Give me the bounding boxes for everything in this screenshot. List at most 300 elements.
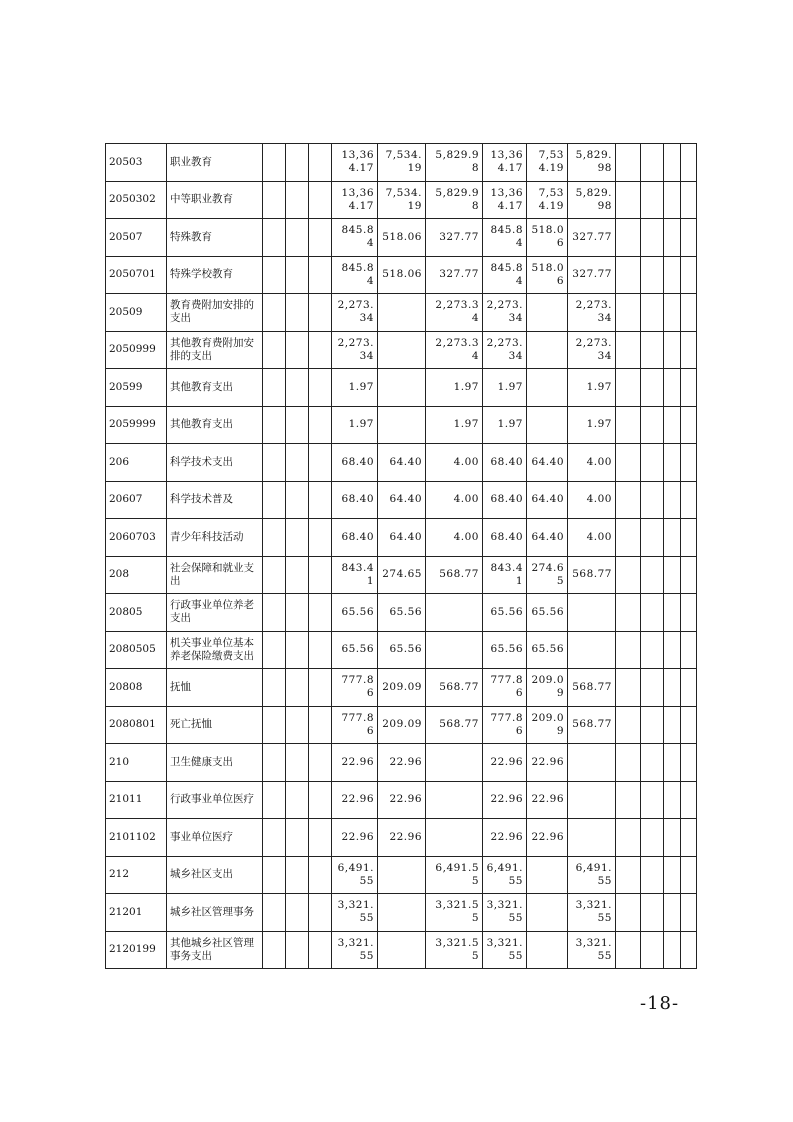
cell-total: 1.97 [332, 406, 378, 444]
cell-blank [309, 631, 332, 669]
cell-blank [681, 556, 697, 594]
cell-blank [664, 444, 681, 482]
cell-basic-2: 22.96 [527, 744, 568, 782]
cell-blank [309, 219, 332, 257]
cell-blank [641, 706, 664, 744]
cell-basic: 7,534.19 [378, 181, 426, 219]
cell-blank [616, 744, 641, 782]
cell-basic: 64.40 [378, 481, 426, 519]
cell-blank [681, 856, 697, 894]
cell-total: 68.40 [332, 444, 378, 482]
cell-project-2: 327.77 [568, 256, 616, 294]
cell-blank [263, 781, 286, 819]
cell-blank [681, 294, 697, 332]
cell-project-2: 2,273.34 [568, 331, 616, 369]
cell-blank [641, 444, 664, 482]
cell-blank [309, 931, 332, 969]
cell-blank [263, 331, 286, 369]
cell-total-2: 3,321.55 [483, 894, 527, 932]
cell-blank [616, 894, 641, 932]
cell-basic-2: 64.40 [527, 519, 568, 557]
cell-code: 2050302 [106, 181, 167, 219]
cell-blank [664, 819, 681, 857]
cell-code: 2080801 [106, 706, 167, 744]
cell-blank [681, 219, 697, 257]
cell-blank [641, 744, 664, 782]
cell-project-2 [568, 819, 616, 857]
cell-blank [641, 631, 664, 669]
cell-project: 3,321.55 [426, 894, 483, 932]
cell-blank [681, 594, 697, 632]
cell-project: 2,273.34 [426, 331, 483, 369]
cell-code: 20805 [106, 594, 167, 632]
cell-blank [286, 594, 309, 632]
cell-blank [616, 931, 641, 969]
cell-basic-2 [527, 369, 568, 407]
cell-total-2: 22.96 [483, 744, 527, 782]
cell-name: 行政事业单位养老支出 [167, 594, 263, 632]
cell-code: 206 [106, 444, 167, 482]
table-row [106, 706, 697, 744]
cell-name: 特殊教育 [167, 219, 263, 257]
cell-project-2: 6,491.55 [568, 856, 616, 894]
cell-blank [263, 594, 286, 632]
cell-name: 城乡社区支出 [167, 856, 263, 894]
cell-blank [616, 819, 641, 857]
cell-total-2: 65.56 [483, 631, 527, 669]
cell-blank [641, 406, 664, 444]
cell-project-2: 1.97 [568, 406, 616, 444]
cell-blank [286, 294, 309, 332]
cell-blank [309, 894, 332, 932]
cell-code: 2120199 [106, 931, 167, 969]
cell-blank [286, 556, 309, 594]
cell-blank [263, 444, 286, 482]
cell-blank [641, 594, 664, 632]
cell-blank [616, 481, 641, 519]
table-row [106, 294, 697, 332]
cell-blank [664, 181, 681, 219]
cell-blank [681, 819, 697, 857]
cell-blank [309, 819, 332, 857]
cell-blank [286, 219, 309, 257]
cell-basic: 65.56 [378, 594, 426, 632]
cell-total-2: 3,321.55 [483, 931, 527, 969]
cell-total-2: 843.41 [483, 556, 527, 594]
cell-blank [263, 706, 286, 744]
cell-blank [681, 631, 697, 669]
cell-name: 教育费附加安排的支出 [167, 294, 263, 332]
cell-name: 事业单位医疗 [167, 819, 263, 857]
cell-project: 1.97 [426, 369, 483, 407]
cell-project-2: 568.77 [568, 556, 616, 594]
cell-project-2: 568.77 [568, 669, 616, 707]
table-row [106, 781, 697, 819]
cell-blank [286, 706, 309, 744]
table-row [106, 519, 697, 557]
cell-basic [378, 894, 426, 932]
cell-blank [681, 744, 697, 782]
cell-basic: 22.96 [378, 819, 426, 857]
cell-blank [664, 556, 681, 594]
cell-code: 2080505 [106, 631, 167, 669]
cell-blank [681, 331, 697, 369]
cell-code: 212 [106, 856, 167, 894]
cell-basic-2: 64.40 [527, 444, 568, 482]
cell-basic [378, 331, 426, 369]
cell-blank [286, 819, 309, 857]
cell-basic: 22.96 [378, 744, 426, 782]
cell-project: 327.77 [426, 256, 483, 294]
cell-blank [616, 144, 641, 182]
cell-basic: 22.96 [378, 781, 426, 819]
cell-blank [664, 594, 681, 632]
cell-project-2 [568, 631, 616, 669]
cell-project-2: 3,321.55 [568, 894, 616, 932]
cell-project [426, 819, 483, 857]
cell-code: 2050999 [106, 331, 167, 369]
cell-basic-2: 518.06 [527, 219, 568, 257]
cell-basic-2 [527, 856, 568, 894]
cell-blank [263, 294, 286, 332]
cell-blank [309, 706, 332, 744]
cell-basic: 64.40 [378, 519, 426, 557]
table-row [106, 631, 697, 669]
table-row [106, 144, 697, 182]
cell-basic-2: 7,534.19 [527, 181, 568, 219]
cell-blank [263, 519, 286, 557]
cell-blank [309, 556, 332, 594]
table-row [106, 556, 697, 594]
table-row [106, 331, 697, 369]
cell-blank [664, 294, 681, 332]
cell-basic-2 [527, 406, 568, 444]
table-row [106, 481, 697, 519]
cell-blank [616, 331, 641, 369]
table-row [106, 819, 697, 857]
cell-blank [309, 669, 332, 707]
table-row [106, 256, 697, 294]
cell-code: 20808 [106, 669, 167, 707]
cell-name: 行政事业单位医疗 [167, 781, 263, 819]
cell-project-2: 4.00 [568, 481, 616, 519]
cell-basic-2 [527, 331, 568, 369]
cell-total: 13,364.17 [332, 181, 378, 219]
cell-blank [681, 669, 697, 707]
cell-blank [641, 331, 664, 369]
table-row [106, 894, 697, 932]
cell-blank [616, 406, 641, 444]
cell-blank [616, 256, 641, 294]
cell-basic: 209.09 [378, 706, 426, 744]
cell-project: 5,829.98 [426, 144, 483, 182]
cell-blank [286, 781, 309, 819]
cell-name: 城乡社区管理事务 [167, 894, 263, 932]
cell-total-2: 845.84 [483, 256, 527, 294]
cell-blank [263, 256, 286, 294]
cell-blank [664, 781, 681, 819]
cell-blank [286, 631, 309, 669]
table-row [106, 931, 697, 969]
cell-code: 2059999 [106, 406, 167, 444]
cell-blank [641, 856, 664, 894]
cell-total: 777.86 [332, 706, 378, 744]
cell-basic-2: 209.09 [527, 706, 568, 744]
cell-blank [681, 481, 697, 519]
cell-blank [681, 406, 697, 444]
cell-blank [664, 669, 681, 707]
cell-total: 65.56 [332, 594, 378, 632]
cell-basic: 518.06 [378, 219, 426, 257]
cell-total-2: 13,364.17 [483, 144, 527, 182]
cell-total-2: 1.97 [483, 369, 527, 407]
cell-total: 22.96 [332, 781, 378, 819]
cell-blank [263, 181, 286, 219]
cell-blank [641, 481, 664, 519]
cell-project-2: 2,273.34 [568, 294, 616, 332]
cell-blank [641, 294, 664, 332]
cell-blank [664, 481, 681, 519]
cell-total: 3,321.55 [332, 931, 378, 969]
cell-project-2: 4.00 [568, 444, 616, 482]
cell-blank [641, 144, 664, 182]
cell-basic-2: 22.96 [527, 819, 568, 857]
cell-blank [641, 181, 664, 219]
cell-blank [616, 856, 641, 894]
cell-basic [378, 406, 426, 444]
budget-table [105, 143, 697, 969]
cell-blank [641, 781, 664, 819]
cell-blank [681, 444, 697, 482]
cell-total: 22.96 [332, 819, 378, 857]
cell-project: 4.00 [426, 519, 483, 557]
page-number: -18- [640, 993, 680, 1014]
cell-code: 21011 [106, 781, 167, 819]
cell-basic-2 [527, 931, 568, 969]
cell-total: 6,491.55 [332, 856, 378, 894]
cell-project: 1.97 [426, 406, 483, 444]
cell-basic-2: 22.96 [527, 781, 568, 819]
cell-project: 568.77 [426, 706, 483, 744]
cell-blank [681, 519, 697, 557]
cell-blank [664, 931, 681, 969]
cell-total: 845.84 [332, 219, 378, 257]
cell-blank [309, 294, 332, 332]
cell-basic: 7,534.19 [378, 144, 426, 182]
cell-blank [641, 669, 664, 707]
cell-basic-2 [527, 294, 568, 332]
cell-name: 机关事业单位基本养老保险缴费支出 [167, 631, 263, 669]
cell-name: 职业教育 [167, 144, 263, 182]
cell-blank [664, 144, 681, 182]
cell-basic [378, 856, 426, 894]
cell-name: 其他教育支出 [167, 369, 263, 407]
cell-blank [286, 181, 309, 219]
cell-code: 20599 [106, 369, 167, 407]
cell-blank [309, 519, 332, 557]
cell-total-2: 68.40 [483, 444, 527, 482]
table-row [106, 181, 697, 219]
cell-project: 5,829.98 [426, 181, 483, 219]
cell-basic-2: 65.56 [527, 631, 568, 669]
cell-blank [664, 856, 681, 894]
cell-project-2 [568, 744, 616, 782]
cell-project-2: 568.77 [568, 706, 616, 744]
table-row [106, 369, 697, 407]
cell-basic-2: 518.06 [527, 256, 568, 294]
cell-blank [309, 369, 332, 407]
cell-code: 20503 [106, 144, 167, 182]
table-body [106, 144, 697, 969]
cell-total-2: 22.96 [483, 819, 527, 857]
table-row [106, 406, 697, 444]
cell-code: 2060703 [106, 519, 167, 557]
cell-blank [263, 894, 286, 932]
cell-blank [263, 744, 286, 782]
cell-basic [378, 294, 426, 332]
cell-basic-2 [527, 894, 568, 932]
table-row [106, 594, 697, 632]
cell-basic-2: 7,534.19 [527, 144, 568, 182]
cell-total: 22.96 [332, 744, 378, 782]
cell-blank [664, 744, 681, 782]
cell-code: 20507 [106, 219, 167, 257]
cell-blank [664, 219, 681, 257]
cell-total: 65.56 [332, 631, 378, 669]
cell-blank [309, 256, 332, 294]
cell-project [426, 631, 483, 669]
cell-basic: 65.56 [378, 631, 426, 669]
table-row [106, 444, 697, 482]
cell-blank [263, 369, 286, 407]
cell-basic [378, 931, 426, 969]
table-row [106, 744, 697, 782]
cell-total-2: 777.86 [483, 669, 527, 707]
cell-basic: 518.06 [378, 256, 426, 294]
cell-basic-2: 209.09 [527, 669, 568, 707]
cell-name: 其他教育支出 [167, 406, 263, 444]
cell-name: 社会保障和就业支出 [167, 556, 263, 594]
cell-blank [286, 444, 309, 482]
cell-blank [616, 781, 641, 819]
cell-blank [616, 519, 641, 557]
cell-blank [309, 181, 332, 219]
cell-blank [664, 256, 681, 294]
cell-project [426, 594, 483, 632]
cell-blank [664, 706, 681, 744]
cell-blank [263, 931, 286, 969]
cell-code: 2101102 [106, 819, 167, 857]
cell-blank [286, 144, 309, 182]
cell-blank [641, 519, 664, 557]
cell-blank [616, 594, 641, 632]
cell-total-2: 845.84 [483, 219, 527, 257]
cell-total: 13,364.17 [332, 144, 378, 182]
cell-code: 20607 [106, 481, 167, 519]
cell-project-2 [568, 781, 616, 819]
cell-name: 其他城乡社区管理事务支出 [167, 931, 263, 969]
cell-blank [263, 631, 286, 669]
table-row [106, 669, 697, 707]
cell-basic: 209.09 [378, 669, 426, 707]
cell-blank [309, 594, 332, 632]
cell-blank [286, 894, 309, 932]
cell-blank [681, 369, 697, 407]
cell-blank [681, 894, 697, 932]
cell-project: 6,491.55 [426, 856, 483, 894]
cell-blank [263, 481, 286, 519]
cell-blank [641, 369, 664, 407]
cell-blank [664, 406, 681, 444]
cell-blank [616, 181, 641, 219]
cell-total: 777.86 [332, 669, 378, 707]
cell-blank [681, 706, 697, 744]
cell-blank [681, 144, 697, 182]
cell-blank [309, 481, 332, 519]
cell-total: 3,321.55 [332, 894, 378, 932]
cell-name: 科学技术普及 [167, 481, 263, 519]
cell-blank [641, 219, 664, 257]
cell-blank [664, 331, 681, 369]
cell-blank [286, 744, 309, 782]
cell-blank [263, 556, 286, 594]
cell-project: 4.00 [426, 444, 483, 482]
cell-name: 中等职业教育 [167, 181, 263, 219]
cell-blank [309, 406, 332, 444]
cell-blank [616, 706, 641, 744]
cell-total-2: 777.86 [483, 706, 527, 744]
cell-blank [286, 369, 309, 407]
cell-blank [286, 331, 309, 369]
cell-code: 210 [106, 744, 167, 782]
cell-code: 20509 [106, 294, 167, 332]
cell-blank [286, 669, 309, 707]
cell-project: 568.77 [426, 556, 483, 594]
cell-blank [616, 631, 641, 669]
cell-name: 抚恤 [167, 669, 263, 707]
cell-basic: 64.40 [378, 444, 426, 482]
cell-blank [641, 931, 664, 969]
cell-project-2: 3,321.55 [568, 931, 616, 969]
cell-name: 特殊学校教育 [167, 256, 263, 294]
cell-blank [263, 406, 286, 444]
cell-total-2: 1.97 [483, 406, 527, 444]
cell-blank [263, 144, 286, 182]
cell-total-2: 68.40 [483, 481, 527, 519]
cell-basic-2: 65.56 [527, 594, 568, 632]
cell-total-2: 22.96 [483, 781, 527, 819]
cell-basic-2: 274.65 [527, 556, 568, 594]
cell-blank [263, 856, 286, 894]
cell-total-2: 65.56 [483, 594, 527, 632]
cell-blank [616, 219, 641, 257]
cell-code: 2050701 [106, 256, 167, 294]
cell-project: 4.00 [426, 481, 483, 519]
cell-total: 2,273.34 [332, 294, 378, 332]
cell-total-2: 2,273.34 [483, 294, 527, 332]
table-row [106, 219, 697, 257]
cell-project-2: 5,829.98 [568, 144, 616, 182]
cell-total-2: 2,273.34 [483, 331, 527, 369]
cell-blank [286, 406, 309, 444]
cell-blank [263, 669, 286, 707]
cell-project-2: 5,829.98 [568, 181, 616, 219]
cell-blank [664, 519, 681, 557]
cell-project-2: 1.97 [568, 369, 616, 407]
cell-total-2: 13,364.17 [483, 181, 527, 219]
cell-project: 327.77 [426, 219, 483, 257]
cell-blank [616, 556, 641, 594]
